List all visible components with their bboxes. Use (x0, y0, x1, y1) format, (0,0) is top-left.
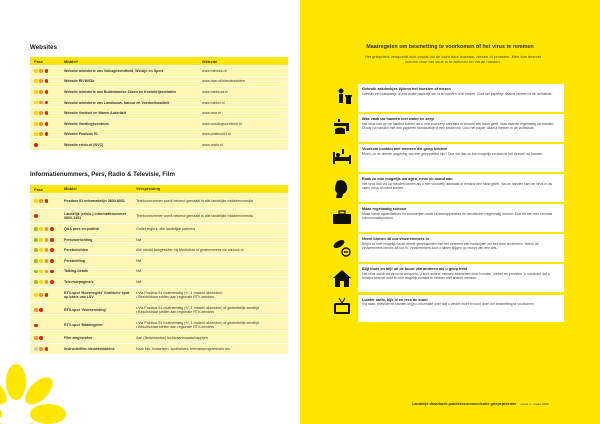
phase-dot-icon (45, 248, 49, 252)
phase-dots (30, 90, 62, 94)
table-row (30, 255, 288, 266)
table-row (30, 107, 288, 118)
phase-dot-icon (34, 101, 38, 105)
phase-dots (30, 214, 62, 218)
tip-title: Neem binnen 48 uur virusremmers in (362, 237, 429, 242)
phase-dot-icon (34, 199, 38, 203)
verspreiding-line: Nvt (136, 269, 142, 274)
phase-dots (30, 238, 62, 242)
phase-dot-icon (45, 280, 49, 284)
phase-dot-icon (34, 69, 38, 73)
footer-version: versie 1 - maart 2009 (520, 402, 549, 406)
tip-text: Maak harde oppervlakken en voorwerpen zoals keukenapparatuur en deurklinken regelmatig schoon. Doe dit met een normaal schoonmaakproduct. (362, 211, 553, 221)
phase-dot-icon (50, 259, 54, 263)
flower-decoration-icon (0, 364, 66, 424)
phase-dot-icon (34, 347, 38, 351)
phase-dot-icon (39, 79, 43, 83)
tip-text: Begin zo snel mogelijk na de eerste griepklachten met het innemen van medicijnen om het virus te remmen. Neem de virusremmers binnen 48 uur in. Virusremmers kunt u alleen krijgen op recept van een arts. (362, 241, 539, 251)
table-row (30, 76, 288, 87)
phase-dot-icon (50, 238, 54, 242)
phase-dot-icon (39, 259, 43, 263)
phase-dot-icon (34, 280, 38, 284)
phase-dots (30, 199, 62, 203)
table-row (30, 129, 288, 140)
phase-dot-icon (39, 132, 43, 136)
row-verspreiding (134, 248, 284, 252)
row-verspreiding (134, 259, 284, 263)
row-verspreiding (134, 336, 284, 340)
verspreiding-line: • Via Postbus 51 routinematig (+/- 1 maand uitzenden) (136, 290, 223, 295)
tip-card (358, 174, 564, 202)
header-middel: Middel* (64, 58, 79, 64)
phase-dot-icon (50, 227, 54, 231)
phase-dot-icon (34, 227, 38, 231)
phase-dot-icon (45, 111, 49, 115)
table-row (30, 223, 288, 234)
tip-title: Gebruik zakdoekjes tijdens het hoesten of niezen (362, 87, 451, 91)
phase-dot-icon (34, 270, 38, 274)
table-row (30, 118, 288, 129)
phase-dot-icon (39, 227, 43, 231)
table-row (30, 208, 288, 223)
phase-dot-icon (45, 199, 49, 203)
bed-icon (328, 147, 356, 169)
row-middel: Website ministerie van Landbouw, Natuur en Voedselkwaliteit (64, 100, 170, 105)
websites-table-header (30, 57, 288, 65)
tip-title: Luister radio, kijk tv en lees de krant (362, 297, 428, 302)
row-middel: Persvoorlichting (64, 237, 93, 242)
table-row (30, 86, 288, 97)
phase-dot-icon (45, 347, 49, 351)
row-middel: Instructiefilm nieuwsmiddens (64, 346, 115, 351)
phase-dot-icon (45, 259, 49, 263)
row-website-link[interactable]: www.voedingscentrum.nl (202, 121, 242, 126)
tip-card (358, 234, 564, 262)
phase-dot-icon (39, 90, 43, 94)
tips-list (328, 84, 564, 325)
face-touch-icon (328, 177, 356, 199)
phase-dot-icon (39, 69, 43, 73)
verspreiding-line: Nvt (136, 279, 142, 284)
page-footer (412, 402, 592, 406)
row-middel: Website Voedsel en Waren Autoriteit (64, 111, 127, 116)
tip-card (358, 264, 564, 292)
phase-dots (30, 111, 62, 115)
websites-title: Websites (30, 44, 58, 51)
tip-item (328, 295, 564, 323)
row-verspreiding (134, 238, 284, 242)
verspreiding-line: • Via Postbus 51 routinematig (+/- 1 maand uitzenden) of gedeeltelijk zendtijd (136, 321, 259, 325)
info-table (30, 185, 288, 354)
tip-item (328, 174, 564, 202)
tip-text: Via radio, televisie en kranten krijgt u informatie over wat u verder moet en kunt doen om besmetting te voorkomen. (362, 302, 535, 307)
phase-dots (30, 132, 62, 136)
suitcase-icon (328, 207, 356, 229)
phase-dot-icon (39, 248, 43, 252)
phase-dot-icon (50, 280, 54, 284)
phase-dots (30, 143, 62, 147)
row-verspreiding (134, 199, 284, 203)
verspreiding-line: Alle media aangesloten bij Mediaford of geabonneerd via minvws.nl (136, 248, 244, 253)
header-fase: Fase (34, 186, 44, 192)
tip-item (328, 234, 564, 262)
row-middel: Website RIVM/CIb (64, 79, 95, 84)
row-middel: Website ministerie van Buitenlandse Zaken en Koninkrijksrelaties (64, 89, 177, 94)
phase-dots (30, 293, 62, 297)
measures-intro: Het griepvirus verspreidt zich vooral via de lucht door hoesten, niezen of proesten. Men kan besmet worden door het virus in te ademen en via de handen. (364, 54, 542, 65)
tv-icon (328, 297, 356, 319)
table-row (30, 302, 288, 317)
verspreiding-line: Telefoonnummer wordt bekend gemaakt in alle landelijke middelen/media (136, 198, 253, 203)
phase-dot-icon (45, 90, 49, 94)
tip-card (358, 114, 564, 142)
tip-title: Voorkom contact met mensen die griep hebben (362, 147, 448, 152)
table-row (30, 139, 288, 150)
verspreiding-line: • Beschikbaar stellen aan regionale RTV-zenders (136, 295, 215, 300)
table-row (30, 333, 288, 344)
phase-dot-icon (34, 248, 38, 252)
row-verspreiding (134, 227, 284, 231)
row-middel: Website crisis.nl (NVC) (64, 142, 104, 147)
phase-dots (30, 248, 62, 252)
phase-dot-icon (39, 101, 43, 105)
tip-card (358, 295, 564, 323)
websites-table (30, 57, 288, 150)
phase-dot-icon (34, 90, 38, 94)
tip-card (358, 84, 564, 112)
right-page (300, 0, 600, 424)
verspreiding-line: Onder regio's, alle landelijke partners (136, 226, 196, 231)
tip-text: Het virus kan op uw handen komen als u een voorwerp aanraakt of iemand een hand geeft. Was daarom regelmatig uw handen. Droog uw handen met een papieren handdoekje of een keukenrol. Gooi het papier daarna meteen in de vuilnisbak. (362, 121, 555, 130)
house-icon (328, 267, 356, 289)
phase-dots (30, 79, 62, 83)
tip-text: Het virus wordt via de lucht verspreid. U kunt andere mensen besmetten door hoesten, niezen en proesten. U voorkomt dat u iemand besmet door zo min mogelijk contact te hebben met andere mensen. (362, 272, 550, 281)
tip-item (328, 264, 564, 292)
phase-dot-icon (45, 293, 49, 297)
row-verspreiding (134, 269, 284, 273)
phase-dot-icon (34, 143, 38, 147)
phase-dot-icon (50, 270, 54, 274)
row-middel: Film ziegevraher (64, 336, 93, 341)
table-row (30, 276, 288, 287)
verspreiding-line: Nvt (136, 258, 142, 263)
tip-item (328, 84, 564, 112)
tip-text: Gebruik een zakdoekje of een ander papiertje om in te hoesten of te niezen. Gooi het papiertje daarna meteen in de vuilnisbak. (362, 91, 553, 96)
table-row (30, 343, 288, 354)
table-row (30, 193, 288, 208)
row-verspreiding (134, 347, 284, 351)
verspreiding-line: Nvt (136, 237, 142, 242)
row-verspreiding (134, 306, 284, 315)
verspreiding-line: Naar bijv. huisartsen, apothekers, televisieprogramma's etc. (136, 346, 231, 351)
pills-icon (328, 237, 356, 259)
phase-dot-icon (39, 308, 43, 312)
tip-title: Blijf thuis en blijf uit de buurt van anderen als u griep hebt (362, 267, 468, 272)
phase-dot-icon (45, 132, 49, 136)
row-website-link[interactable]: www.minvws.nl (202, 68, 227, 73)
row-middel: Website ministerie van Volksgezondheid, Welzijn en Sport (64, 68, 164, 73)
phase-dot-icon (45, 122, 49, 126)
tip-text: Moet u in de directe omgeving van een grieppatiënt zijn? Doe dat dan zo kort mogelijk en was na het bezoek uw handen. (362, 151, 544, 156)
phase-dot-icon (34, 214, 38, 218)
phase-dots (30, 122, 62, 126)
phase-dots (30, 101, 62, 105)
tip-item (328, 114, 564, 142)
hand-washing-icon (328, 117, 356, 139)
header-website: Website (202, 58, 218, 64)
tip-item (328, 144, 564, 172)
phase-dot-icon (39, 270, 43, 274)
phase-dots (30, 324, 62, 328)
phase-dot-icon (39, 122, 43, 126)
phase-dot-icon (34, 122, 38, 126)
row-middel: RTV-spot 'Hoestregels' Grafische spot op basis van LSV (64, 290, 130, 300)
phase-dot-icon (34, 238, 38, 242)
row-website-link[interactable]: www.rivm.nl/infectieziekten (202, 79, 245, 84)
row-middel: Q&A pers en publiek (64, 226, 100, 231)
row-middel: Website Postbus 51 (64, 132, 98, 137)
phase-dots (30, 270, 62, 274)
phase-dots (30, 308, 62, 312)
row-verspreiding (134, 280, 284, 284)
verspreiding-line: • Beschikbaar stellen aan regionale RTV-zenders (136, 325, 215, 330)
footer-title: Landelijk draaiboek publiekscommunicatie griepepidemie (412, 402, 517, 406)
verspreiding-line: Aan (Nederlandse) luchtvaartmaatschappijen (136, 336, 208, 341)
row-middel: RTV-spot 'Voorbereiding' (64, 308, 107, 313)
tip-card (358, 144, 564, 172)
row-middel: Website Voedingscentrum (64, 121, 109, 126)
phase-dot-icon (34, 132, 38, 136)
row-middel: Televisiepagina's (64, 279, 94, 284)
phase-dot-icon (39, 199, 43, 203)
phase-dot-icon (45, 238, 49, 242)
row-middel: Persberichten (64, 248, 88, 253)
table-row (30, 97, 288, 108)
verspreiding-line: Telefoonnummer wordt bekend gemaakt in alle landelijke middelen/media (136, 214, 253, 219)
row-website-link[interactable]: www.crisis.nl (202, 142, 223, 147)
table-row (30, 287, 288, 302)
row-website-link[interactable]: www.minlnv.nl (202, 100, 225, 105)
tip-title: Raak zo min mogelijk uw ogen, neus en mond aan (362, 177, 453, 182)
table-row (30, 317, 288, 332)
table-row (30, 65, 288, 76)
phase-dot-icon (39, 280, 43, 284)
phase-dots (30, 347, 62, 351)
row-verspreiding (134, 321, 284, 330)
phase-dot-icon (39, 293, 43, 297)
phase-dot-icon (50, 248, 54, 252)
phase-dot-icon (45, 69, 49, 73)
row-middel: RTV-spot 'Maatregelen' (64, 323, 104, 328)
table-row (30, 234, 288, 245)
row-verspreiding (134, 291, 284, 300)
row-website-link[interactable]: www.vwa.nl (202, 111, 221, 116)
tip-item (328, 204, 564, 232)
phase-dots (30, 227, 62, 231)
phase-dot-icon (39, 336, 43, 340)
row-middel: Postbus 51 informatielijn 0800-8051 (64, 198, 125, 203)
tip-title: Was vaak uw handen met water en zeep (362, 117, 434, 122)
phase-dot-icon (34, 293, 38, 297)
row-middel: Talking-heads (64, 269, 88, 274)
phase-dots (30, 336, 62, 340)
row-middel: Landelijk (crisis-) informatienummer 0800-1351 (64, 211, 127, 221)
phase-dot-icon (39, 111, 43, 115)
row-website-link[interactable]: www.postbus51.nl (202, 132, 231, 137)
measures-title: Maatregelen om besmetting te voorkomen of het virus te remmen (366, 44, 534, 50)
table-row (30, 245, 288, 256)
info-title: Informatienummers, Pers, Radio & Televisie, Film (30, 171, 175, 178)
row-website-link[interactable]: www.minbuza.nl (202, 89, 228, 94)
phase-dot-icon (45, 270, 49, 274)
phase-dots (30, 259, 62, 263)
phase-dot-icon (34, 111, 38, 115)
phase-dot-icon (34, 324, 38, 328)
verspreiding-line: • Beschikbaar stellen aan regionale RTV-zenders (136, 310, 215, 315)
phase-dot-icon (34, 308, 38, 312)
phase-dots (30, 280, 62, 284)
info-table-header (30, 185, 288, 193)
header-verspreiding: Verspreiding (136, 185, 161, 191)
phase-dot-icon (39, 238, 43, 242)
phase-dot-icon (45, 79, 49, 83)
phase-dots (30, 69, 62, 73)
phase-dot-icon (34, 336, 38, 340)
phase-dot-icon (45, 227, 49, 231)
tip-text: Het virus kan via uw handen komen als u een voorwerp aanraakt of iemand een hand geeft. Via uw handen kan het virus in uw ogen, neus of mond komen. (362, 181, 553, 191)
phase-dot-icon (45, 101, 49, 105)
header-fase: Fase (34, 58, 44, 64)
phase-dot-icon (39, 347, 43, 351)
table-row (30, 266, 288, 277)
phase-dot-icon (34, 79, 38, 83)
verspreiding-line: • Via Postbus 51 routinematig (+/- 1 maand uitzenden) of gedeeltelijk zendtijd (136, 305, 259, 310)
header-middel: Middel (64, 185, 77, 191)
coughing-person-icon (328, 87, 356, 109)
phase-dot-icon (34, 259, 38, 263)
tip-title: Maak regelmatig schoon (362, 207, 407, 212)
row-verspreiding (134, 214, 284, 218)
tip-card (358, 204, 564, 232)
row-middel: Persbriefing (64, 258, 85, 263)
